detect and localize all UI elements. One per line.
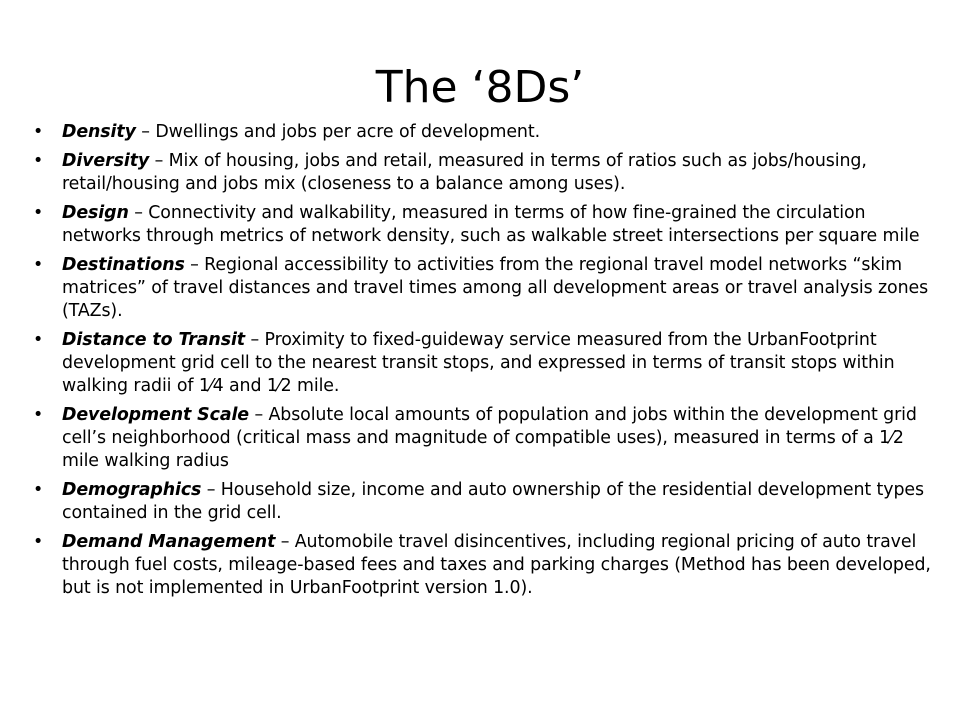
- bullet-icon: •: [33, 330, 44, 350]
- slide-title: The ‘8Ds’: [375, 62, 585, 113]
- bullet-icon: •: [33, 532, 44, 552]
- term-label: Diversity: [62, 151, 150, 171]
- term-description: – Automobile travel disincentives, including regional pricing of auto travel through fuel costs, mileage-based fees and taxes and parking charges (Method has been developed, but is not implemented in UrbanFootprint version 1.0).: [62, 532, 931, 598]
- list-item-destinations: [33, 254, 938, 323]
- term-label: Distance to Transit: [62, 330, 246, 350]
- term-description: – Regional accessibility to activities from the regional travel model networks “skim matrices” of travel distances and travel times among all development areas or travel analysis zones (TAZs).: [62, 255, 929, 321]
- term-description: – Absolute local amounts of population and jobs within the development grid cell’s neighborhood (critical mass and magnitude of compatible uses), measured in terms of a 1⁄2 mile walking radius: [62, 405, 917, 471]
- bullet-icon: •: [33, 151, 44, 171]
- list-item-diversity: [33, 150, 938, 196]
- list-item-demographics: [33, 479, 938, 525]
- term-description: – Connectivity and walkability, measured in terms of how fine-grained the circulation networks through metrics of network density, such as walkable street intersections per square mile: [62, 203, 920, 246]
- bullet-icon: •: [33, 480, 44, 500]
- bullet-icon: •: [33, 405, 44, 425]
- list-item-demand-management: [33, 531, 938, 600]
- list-item-density: [33, 121, 938, 144]
- list-item-distance-to-transit: [33, 329, 938, 398]
- term-description: – Proximity to fixed-guideway service measured from the UrbanFootprint development grid cell to the nearest transit stops, and expressed in terms of transit stops within walking radii of 1⁄4 and 1⁄2 mile.: [62, 330, 895, 396]
- term-description: – Household size, income and auto ownership of the residential development types contained in the grid cell.: [62, 480, 924, 523]
- term-description: – Dwellings and jobs per acre of development.: [135, 122, 540, 142]
- list-item-development-scale: [33, 404, 938, 473]
- term-label: Development Scale: [62, 405, 250, 425]
- term-description: – Mix of housing, jobs and retail, measured in terms of ratios such as jobs/housing, retail/housing and jobs mix (closeness to a balance among uses).: [62, 151, 867, 194]
- bullet-icon: •: [33, 122, 44, 142]
- list-item-design: [33, 202, 938, 248]
- bullet-list: [33, 121, 938, 606]
- term-label: Design: [62, 203, 129, 223]
- term-label: Density: [62, 122, 136, 142]
- term-label: Demand Management: [62, 532, 276, 552]
- term-label: Demographics: [62, 480, 202, 500]
- term-label: Destinations: [62, 255, 185, 275]
- bullet-icon: •: [33, 255, 44, 275]
- bullet-icon: •: [33, 203, 44, 223]
